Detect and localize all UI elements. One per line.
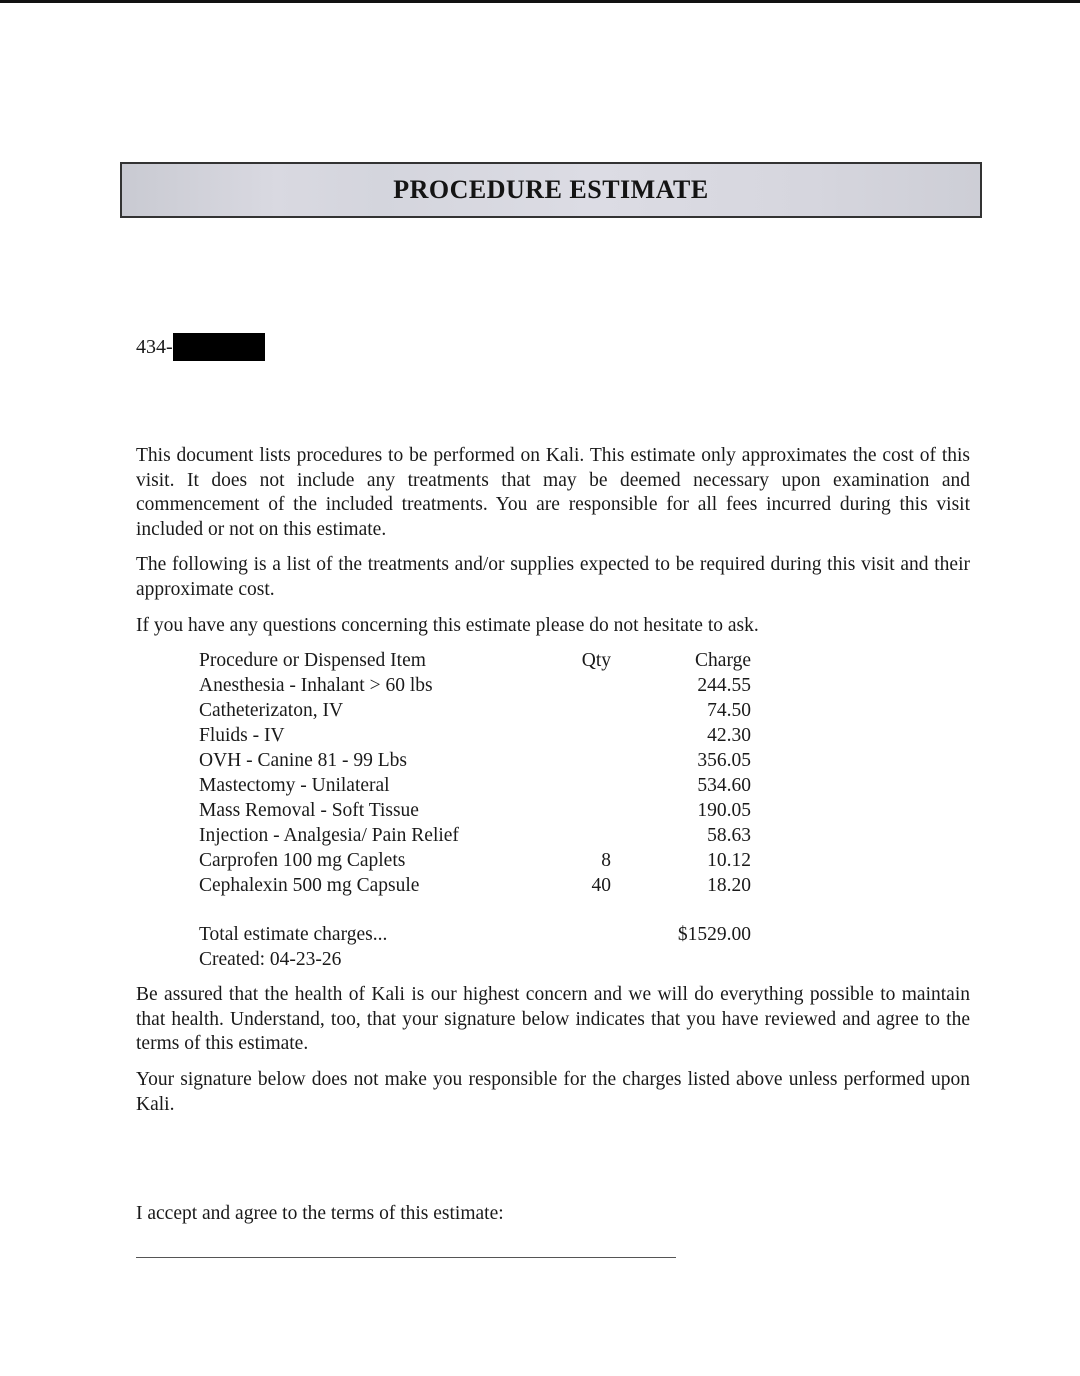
account-number (136, 333, 265, 361)
row-item: Fluids - IV (199, 725, 285, 746)
row-item: Injection - Analgesia/ Pain Relief (199, 825, 459, 846)
table-row (199, 823, 759, 848)
intro-paragraph: This document lists procedures to be performed on Kali. This estimate only approximates the cost of this visit. It does not include any treatments that may be deemed necessary upon examination and commencement of the included treatments. You are responsible for all fees incurred during this visit included or not on this estimate. (136, 445, 970, 540)
page-title: PROCEDURE ESTIMATE (393, 175, 709, 204)
row-item: Carprofen 100 mg Caplets (199, 850, 406, 871)
table-header-row (199, 648, 759, 673)
totals-block (199, 922, 759, 972)
title-banner (120, 162, 982, 218)
row-charge: 74.50 (707, 700, 751, 721)
total-amount: $1529.00 (677, 924, 751, 945)
table-row (199, 873, 759, 898)
table-row (199, 673, 759, 698)
created-date: Created: 04-23-26 (199, 949, 342, 970)
row-qty: 40 (591, 875, 611, 896)
row-charge: 534.60 (697, 775, 751, 796)
redaction-block (173, 333, 265, 361)
top-border-rule (0, 0, 1080, 3)
row-item: OVH - Canine 81 - 99 Lbs (199, 750, 407, 771)
header-charge: Charge (695, 650, 751, 671)
total-row (199, 922, 759, 947)
table-row (199, 798, 759, 823)
assurance-paragraph: Be assured that the health of Kali is our highest concern and we will do everything possible to maintain that health. Understand, too, that your signature below indicates that you have reviewed and agree to the terms of this estimate. (136, 984, 970, 1054)
table-row (199, 698, 759, 723)
row-charge: 42.30 (707, 725, 751, 746)
table-row (199, 848, 759, 873)
responsibility-paragraph: Your signature below does not make you responsible for the charges listed above unless performed upon Kali. (136, 1069, 970, 1115)
row-charge: 190.05 (697, 800, 751, 821)
row-item: Anesthesia - Inhalant > 60 lbs (199, 675, 433, 696)
signature-line[interactable] (136, 1257, 676, 1258)
row-charge: 10.12 (707, 850, 751, 871)
row-item: Mass Removal - Soft Tissue (199, 800, 419, 821)
account-prefix: 434- (136, 335, 173, 358)
row-charge: 244.55 (697, 675, 751, 696)
row-item: Cephalexin 500 mg Capsule (199, 875, 420, 896)
row-qty: 8 (601, 850, 611, 871)
row-charge: 58.63 (707, 825, 751, 846)
signature-prompt: I accept and agree to the terms of this estimate: (136, 1203, 504, 1224)
created-row (199, 947, 759, 972)
total-label: Total estimate charges... (199, 924, 388, 945)
row-item: Catheterizaton, IV (199, 700, 344, 721)
table-row (199, 748, 759, 773)
table-row (199, 723, 759, 748)
table-row (199, 773, 759, 798)
row-charge: 18.20 (707, 875, 751, 896)
row-charge: 356.05 (697, 750, 751, 771)
row-item: Mastectomy - Unilateral (199, 775, 390, 796)
list-intro-paragraph: The following is a list of the treatments and/or supplies expected to be required during this visit and their approximate cost. (136, 554, 970, 600)
header-item: Procedure or Dispensed Item (199, 650, 426, 671)
header-qty: Qty (581, 650, 611, 671)
estimate-table (199, 648, 759, 898)
questions-paragraph: If you have any questions concerning this estimate please do not hesitate to ask. (136, 615, 759, 636)
